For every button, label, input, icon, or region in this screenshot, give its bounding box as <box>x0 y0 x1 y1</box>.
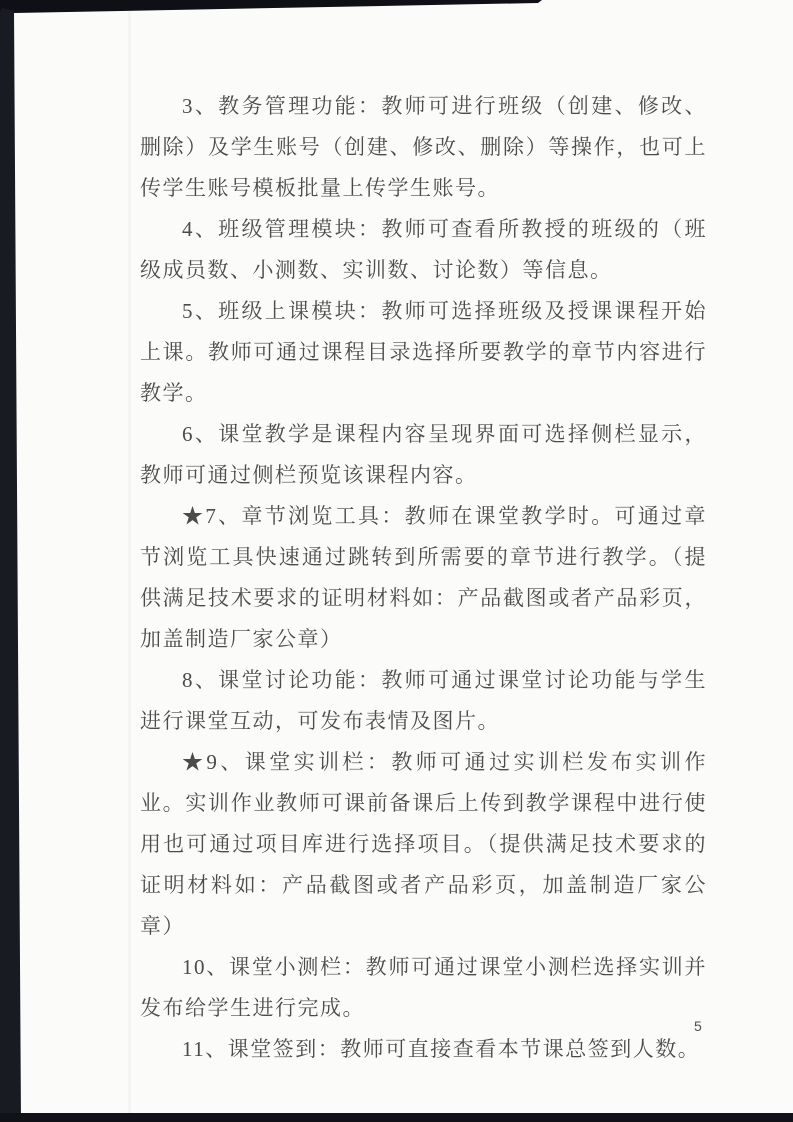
document-content <box>140 86 707 1070</box>
paragraph-item-10: 10、课堂小测栏：教师可通过课堂小测栏选择实训并发布给学生进行完成。 <box>140 955 707 1020</box>
scan-bottom-edge <box>0 1113 793 1122</box>
page-number: 5 <box>694 1018 702 1034</box>
paragraph-item-6: 6、课堂教学是课程内容呈现界面可选择侧栏显示，教师可通过侧栏预览该课程内容。 <box>140 422 707 487</box>
paragraph-item-9-starred: ★9、课堂实训栏：教师可通过实训栏发布实训作业。实训作业教师可课前备课后上传到教学课程中进行使用也可通过项目库进行选择项目。（提供满足技术要求的证明材料如：产品截图或者产品彩页，加盖制造厂家公章） <box>140 750 707 938</box>
scan-top-edge <box>0 0 542 13</box>
scan-streak-artifact <box>128 0 131 1122</box>
scan-left-edge <box>0 8 21 1122</box>
paragraph-item-7-starred: ★7、章节浏览工具：教师在课堂教学时。可通过章节浏览工具快速通过跳转到所需要的章节进行教学。（提供满足技术要求的证明材料如：产品截图或者产品彩页，加盖制造厂家公章） <box>140 504 707 651</box>
paragraph-item-11: 11、课堂签到：教师可直接查看本节课总签到人数。 <box>182 1037 701 1061</box>
paragraph-item-5: 5、班级上课模块：教师可选择班级及授课课程开始上课。教师可通过课程目录选择所要教学的章节内容进行教学。 <box>140 299 707 405</box>
paragraph-item-8: 8、课堂讨论功能：教师可通过课堂讨论功能与学生进行课堂互动，可发布表情及图片。 <box>140 668 707 733</box>
paragraph-item-3: 3、教务管理功能：教师可进行班级（创建、修改、删除）及学生账号（创建、修改、删除）等操作，也可上传学生账号模板批量上传学生账号。 <box>140 94 707 200</box>
paragraph-item-4: 4、班级管理模块：教师可查看所教授的班级的（班级成员数、小测数、实训数、讨论数）等信息。 <box>140 217 707 282</box>
